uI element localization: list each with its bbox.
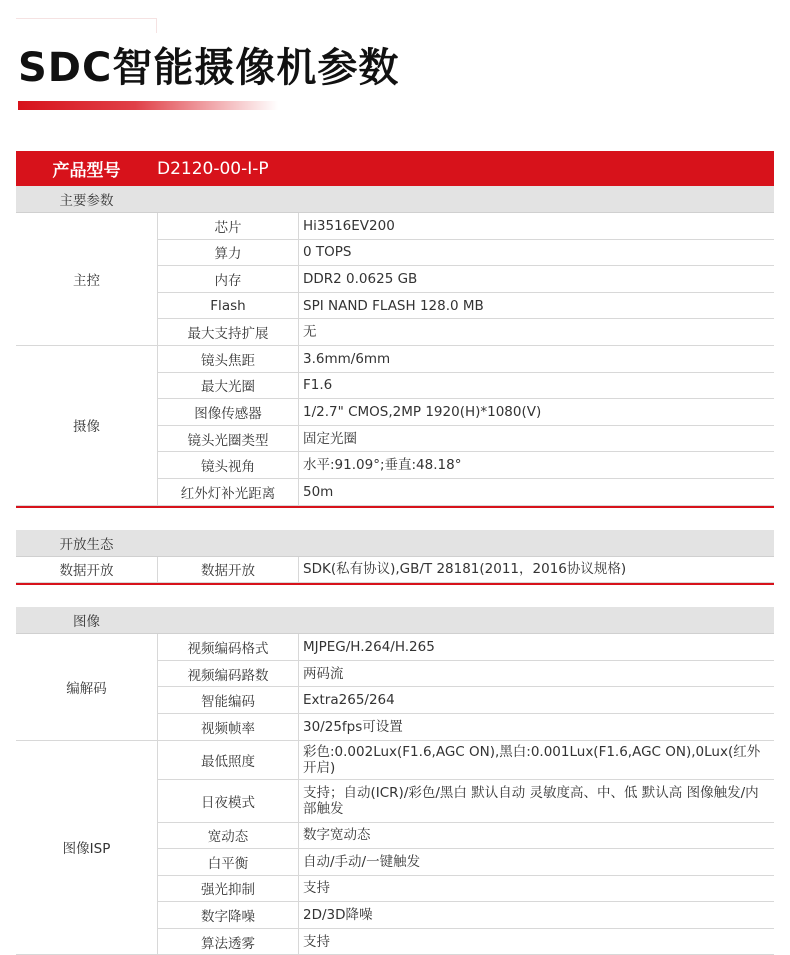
spec-row — [158, 823, 774, 850]
spec-value: 支持 — [299, 929, 774, 955]
spec-group — [16, 741, 774, 955]
corner-decoration — [16, 18, 157, 33]
spec-group — [16, 634, 774, 740]
spec-row — [158, 240, 774, 267]
model-value: D2120-00-I-P — [157, 159, 269, 179]
title-underline — [18, 101, 278, 110]
spec-key: 视频编码格式 — [158, 634, 299, 660]
spec-value: 无 — [299, 319, 774, 345]
spec-key: 智能编码 — [158, 687, 299, 713]
spec-value: 30/25fps可设置 — [299, 714, 774, 740]
spec-key: 视频编码路数 — [158, 661, 299, 687]
section-title: 图像 — [16, 610, 157, 630]
spec-value: 支持 — [299, 876, 774, 902]
spec-key: 白平衡 — [158, 849, 299, 875]
spec-row — [158, 346, 774, 373]
spec-value: 50m — [299, 479, 774, 505]
spec-value: F1.6 — [299, 373, 774, 399]
spec-table — [16, 151, 774, 955]
spec-key: 镜头焦距 — [158, 346, 299, 372]
spec-group — [16, 557, 774, 584]
spec-key: 图像传感器 — [158, 399, 299, 425]
spec-row — [158, 319, 774, 345]
spec-row — [158, 399, 774, 426]
spec-row — [158, 687, 774, 714]
spec-key: 最大支持扩展 — [158, 319, 299, 345]
group-label: 数据开放 — [16, 557, 158, 583]
spec-key: 最低照度 — [158, 741, 299, 779]
spec-value: 自动/手动/一键触发 — [299, 849, 774, 875]
spec-key: 日夜模式 — [158, 780, 299, 822]
spec-key: 红外灯补光距离 — [158, 479, 299, 505]
group-label: 图像ISP — [16, 741, 158, 955]
model-label: 产品型号 — [16, 156, 157, 181]
spec-key: 数据开放 — [158, 557, 299, 583]
group-label: 编解码 — [16, 634, 158, 739]
spec-row — [158, 634, 774, 661]
spec-row — [158, 902, 774, 929]
group-label: 摄像 — [16, 346, 158, 505]
spec-row — [158, 479, 774, 505]
section-title: 主要参数 — [16, 189, 157, 209]
spec-group — [16, 346, 774, 506]
spec-row — [158, 876, 774, 903]
spec-group — [16, 213, 774, 346]
spec-value: 两码流 — [299, 661, 774, 687]
spec-value: 0 TOPS — [299, 240, 774, 266]
spec-key: 宽动态 — [158, 823, 299, 849]
spec-key: 芯片 — [158, 213, 299, 239]
spec-row — [158, 213, 774, 240]
spec-key: 强光抑制 — [158, 876, 299, 902]
page-title: SDC智能摄像机参数 — [18, 36, 399, 93]
spec-value: 水平:91.09°;垂直:48.18° — [299, 452, 774, 478]
spec-value: Hi3516EV200 — [299, 213, 774, 239]
section-spacer — [16, 585, 774, 607]
section-header — [16, 607, 774, 634]
spec-row — [158, 557, 774, 583]
spec-row — [158, 849, 774, 876]
spec-row — [158, 373, 774, 400]
spec-value: DDR2 0.0625 GB — [299, 266, 774, 292]
section-header — [16, 530, 774, 557]
section-header — [16, 186, 774, 213]
spec-key: 镜头光圈类型 — [158, 426, 299, 452]
spec-sections — [16, 186, 774, 955]
spec-row — [158, 266, 774, 293]
spec-key: 数字降噪 — [158, 902, 299, 928]
spec-value: 2D/3D降噪 — [299, 902, 774, 928]
model-header — [16, 151, 774, 186]
spec-row — [158, 452, 774, 479]
spec-value: 固定光圈 — [299, 426, 774, 452]
spec-row — [158, 714, 774, 740]
spec-value: 数字宽动态 — [299, 823, 774, 849]
spec-value: Extra265/264 — [299, 687, 774, 713]
spec-key: 算力 — [158, 240, 299, 266]
section-spacer — [16, 508, 774, 530]
spec-value: 彩色:0.002Lux(F1.6,AGC ON),黑白:0.001Lux(F1.6,AGC ON),0Lux(红外开启) — [299, 741, 774, 779]
spec-row — [158, 426, 774, 453]
spec-row — [158, 780, 774, 823]
spec-key: Flash — [158, 293, 299, 319]
spec-key: 最大光圈 — [158, 373, 299, 399]
spec-key: 内存 — [158, 266, 299, 292]
spec-value: 支持；自动(ICR)/彩色/黑白 默认自动 灵敏度高、中、低 默认高 图像触发/内部触发 — [299, 780, 774, 822]
spec-value: SDK(私有协议),GB/T 28181(2011，2016协议规格) — [299, 557, 774, 583]
spec-key: 视频帧率 — [158, 714, 299, 740]
spec-value: 1/2.7" CMOS,2MP 1920(H)*1080(V) — [299, 399, 774, 425]
group-label: 主控 — [16, 213, 158, 345]
section-title: 开放生态 — [16, 533, 157, 553]
spec-row — [158, 293, 774, 320]
spec-value: MJPEG/H.264/H.265 — [299, 634, 774, 660]
spec-row — [158, 741, 774, 780]
spec-row — [158, 661, 774, 688]
spec-key: 镜头视角 — [158, 452, 299, 478]
spec-row — [158, 929, 774, 955]
spec-key: 算法透雾 — [158, 929, 299, 955]
spec-value: SPI NAND FLASH 128.0 MB — [299, 293, 774, 319]
spec-value: 3.6mm/6mm — [299, 346, 774, 372]
